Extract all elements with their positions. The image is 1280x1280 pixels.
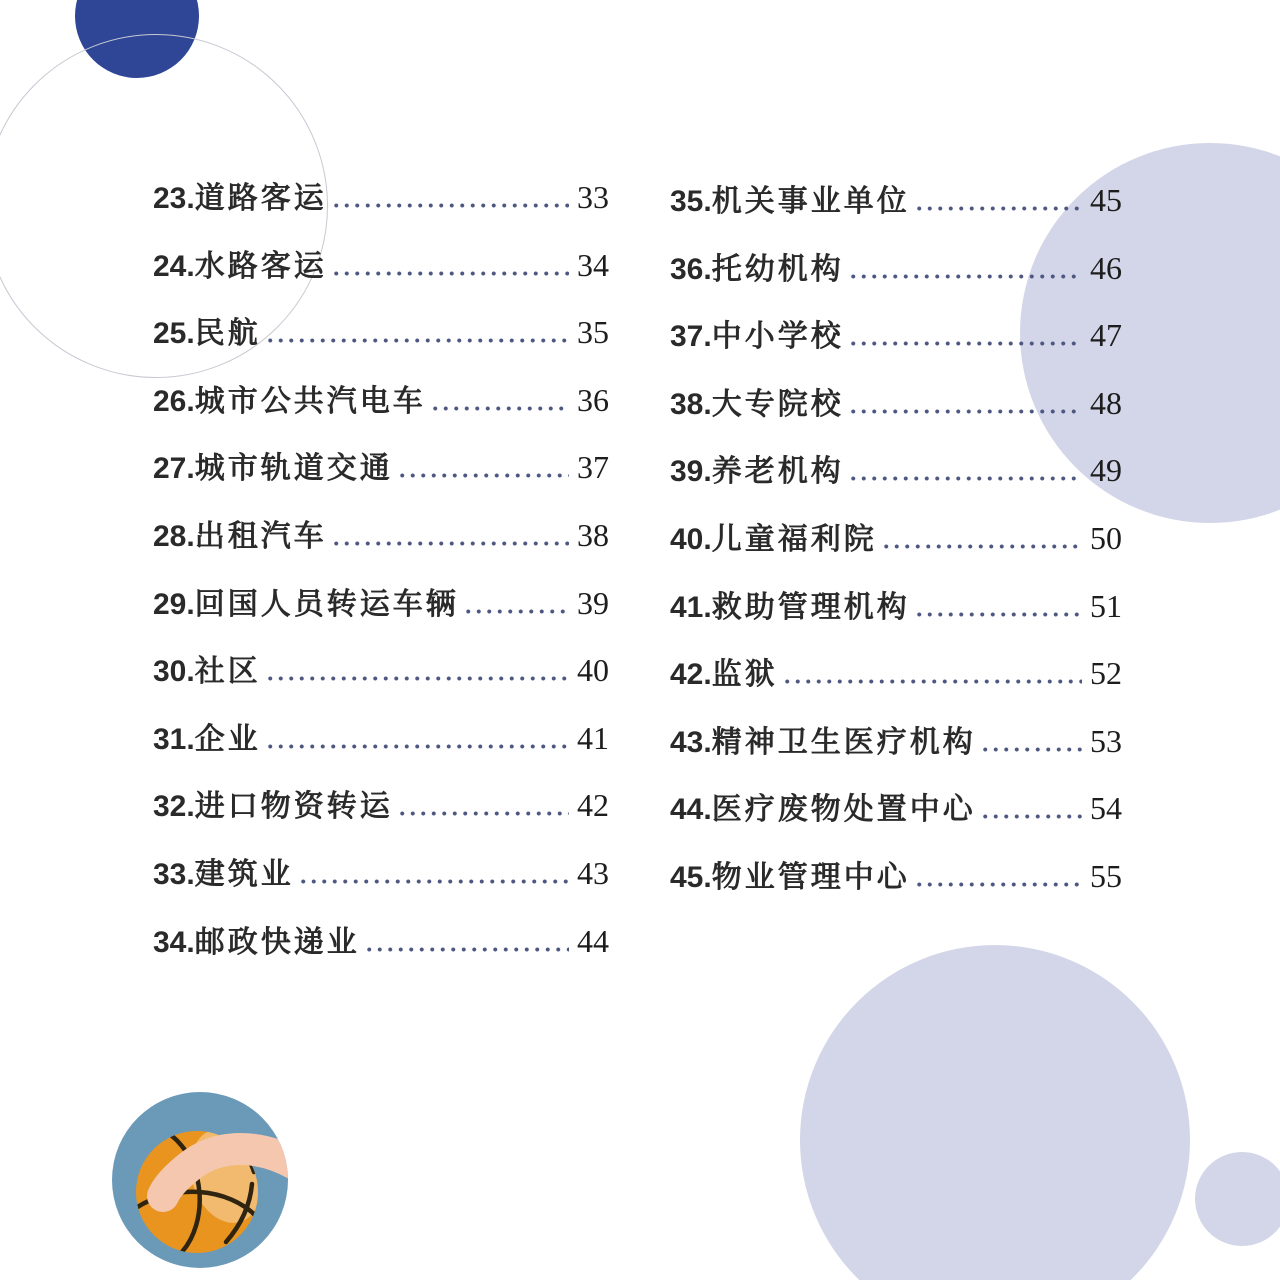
toc-entry-title: 建筑业 [194,857,294,891]
toc-entry[interactable] [153,173,609,241]
toc-entry-page: 42 [577,787,609,824]
toc-entry-number: 44. [670,793,712,827]
toc-entry-title: 精神卫生医疗机构 [711,725,976,759]
toc-entry-page: 45 [1090,182,1122,218]
dot-leader [331,541,569,546]
toc-entry[interactable] [153,511,609,579]
toc-entry-number: 31. [153,722,195,756]
toc-entry[interactable] [153,714,609,782]
toc-entry-page: 50 [1090,519,1122,556]
decor-circle-lavender-small [1195,1152,1280,1246]
toc-entry-number: 38. [670,387,712,421]
basketball-icon [110,1090,290,1270]
toc-entry-page: 34 [577,246,609,283]
decor-circle-lavender-bottom [800,945,1190,1280]
dot-leader [980,814,1082,819]
dot-leader [298,879,569,884]
toc-entry-page: 35 [577,314,609,351]
dot-leader [782,679,1082,684]
toc-entry-page: 36 [577,381,609,418]
toc-entry[interactable] [670,446,1122,514]
toc-entry-title: 医疗废物处置中心 [711,793,976,827]
toc-entry-title: 水路客运 [194,249,327,283]
toc-entry-title: 进口物资转运 [194,790,393,824]
dot-leader [914,612,1082,617]
toc-entry-title: 城市公共汽电车 [194,384,426,418]
toc-entry-title: 城市轨道交通 [194,452,393,486]
toc-entry-title: 企业 [194,722,261,756]
toc-entry[interactable] [670,176,1122,244]
toc-entry-number: 32. [153,790,195,824]
toc-entry[interactable] [153,308,609,376]
toc-entry-page: 38 [577,516,609,553]
toc-entry[interactable] [153,781,609,849]
dot-leader [881,544,1082,549]
toc-entry-title: 儿童福利院 [711,522,877,556]
dot-leader [914,206,1082,211]
toc-entry[interactable] [670,717,1122,785]
toc-entry-number: 35. [670,185,712,218]
toc-entry-page: 41 [577,719,609,756]
dot-leader [848,274,1082,279]
toc-entry-page: 33 [577,179,609,215]
toc-entry[interactable] [670,244,1122,312]
toc-entry-number: 33. [153,857,195,891]
toc-entry-title: 物业管理中心 [711,860,910,894]
toc-entry[interactable] [670,784,1122,852]
toc-entry[interactable] [153,241,609,309]
toc-column-left [153,173,609,984]
toc-entry[interactable] [153,579,609,647]
dot-leader [848,409,1082,414]
dot-leader [265,338,569,343]
toc-entry[interactable] [153,646,609,714]
toc-entry-page: 37 [577,449,609,486]
toc-entry[interactable] [153,917,609,985]
toc-entry-title: 监狱 [711,658,778,692]
toc-entry-title: 出租汽车 [194,519,327,553]
toc-entry-number: 45. [670,860,712,894]
toc-entry-title: 机关事业单位 [711,185,910,218]
dot-leader [397,473,569,478]
toc-entry-number: 28. [153,519,195,553]
toc-entry[interactable] [670,649,1122,717]
toc-entry[interactable] [153,849,609,917]
toc-entry-number: 34. [153,925,195,959]
toc-entry-number: 36. [670,252,712,286]
toc-entry-number: 27. [153,452,195,486]
toc-entry-page: 40 [577,652,609,689]
dot-leader [331,203,569,208]
toc-entry-page: 43 [577,854,609,891]
toc-entry-number: 42. [670,658,712,692]
dot-leader [463,609,569,614]
toc-entry-title: 社区 [194,655,261,689]
toc-entry-page: 49 [1090,452,1122,489]
toc-entry-number: 25. [153,317,195,351]
toc-entry-number: 24. [153,249,195,283]
toc-entry[interactable] [670,582,1122,650]
dot-leader [364,947,569,952]
toc-entry-number: 26. [153,384,195,418]
toc-entry-title: 道路客运 [194,182,327,215]
dot-leader [848,476,1082,481]
toc-entry[interactable] [670,514,1122,582]
toc-entry-title: 养老机构 [711,455,844,489]
toc-entry-title: 邮政快递业 [194,925,360,959]
toc-entry-page: 55 [1090,857,1122,894]
toc-entry-page: 39 [577,584,609,621]
toc-entry-page: 51 [1090,587,1122,624]
dot-leader [397,811,569,816]
toc-entry-page: 48 [1090,384,1122,421]
toc-entry[interactable] [670,379,1122,447]
toc-entry[interactable] [153,443,609,511]
toc-entry-title: 大专院校 [711,387,844,421]
dot-leader [914,882,1082,887]
dot-leader [430,406,569,411]
toc-entry-page: 44 [577,922,609,959]
dot-leader [848,341,1082,346]
toc-entry-page: 53 [1090,722,1122,759]
dot-leader [980,747,1082,752]
toc-entry-number: 29. [153,587,195,621]
toc-column-right [670,176,1122,920]
toc-entry-number: 43. [670,725,712,759]
toc-entry-page: 52 [1090,655,1122,692]
dot-leader [265,744,569,749]
toc-entry-title: 回国人员转运车辆 [194,587,459,621]
toc-entry[interactable] [153,376,609,444]
toc-entry-title: 托幼机构 [711,252,844,286]
toc-entry-page: 47 [1090,317,1122,354]
toc-entry[interactable] [670,311,1122,379]
toc-entry-number: 41. [670,590,712,624]
toc-entry-number: 30. [153,655,195,689]
toc-entry-number: 23. [153,182,195,215]
toc-entry-number: 40. [670,522,712,556]
dot-leader [331,271,569,276]
toc-entry-number: 39. [670,455,712,489]
toc-entry-title: 救助管理机构 [711,590,910,624]
toc-entry-title: 民航 [194,317,261,351]
toc-entry[interactable] [670,852,1122,920]
dot-leader [265,676,569,681]
toc-entry-number: 37. [670,320,712,354]
toc-entry-title: 中小学校 [711,320,844,354]
toc-entry-page: 46 [1090,249,1122,286]
toc-entry-page: 54 [1090,790,1122,827]
